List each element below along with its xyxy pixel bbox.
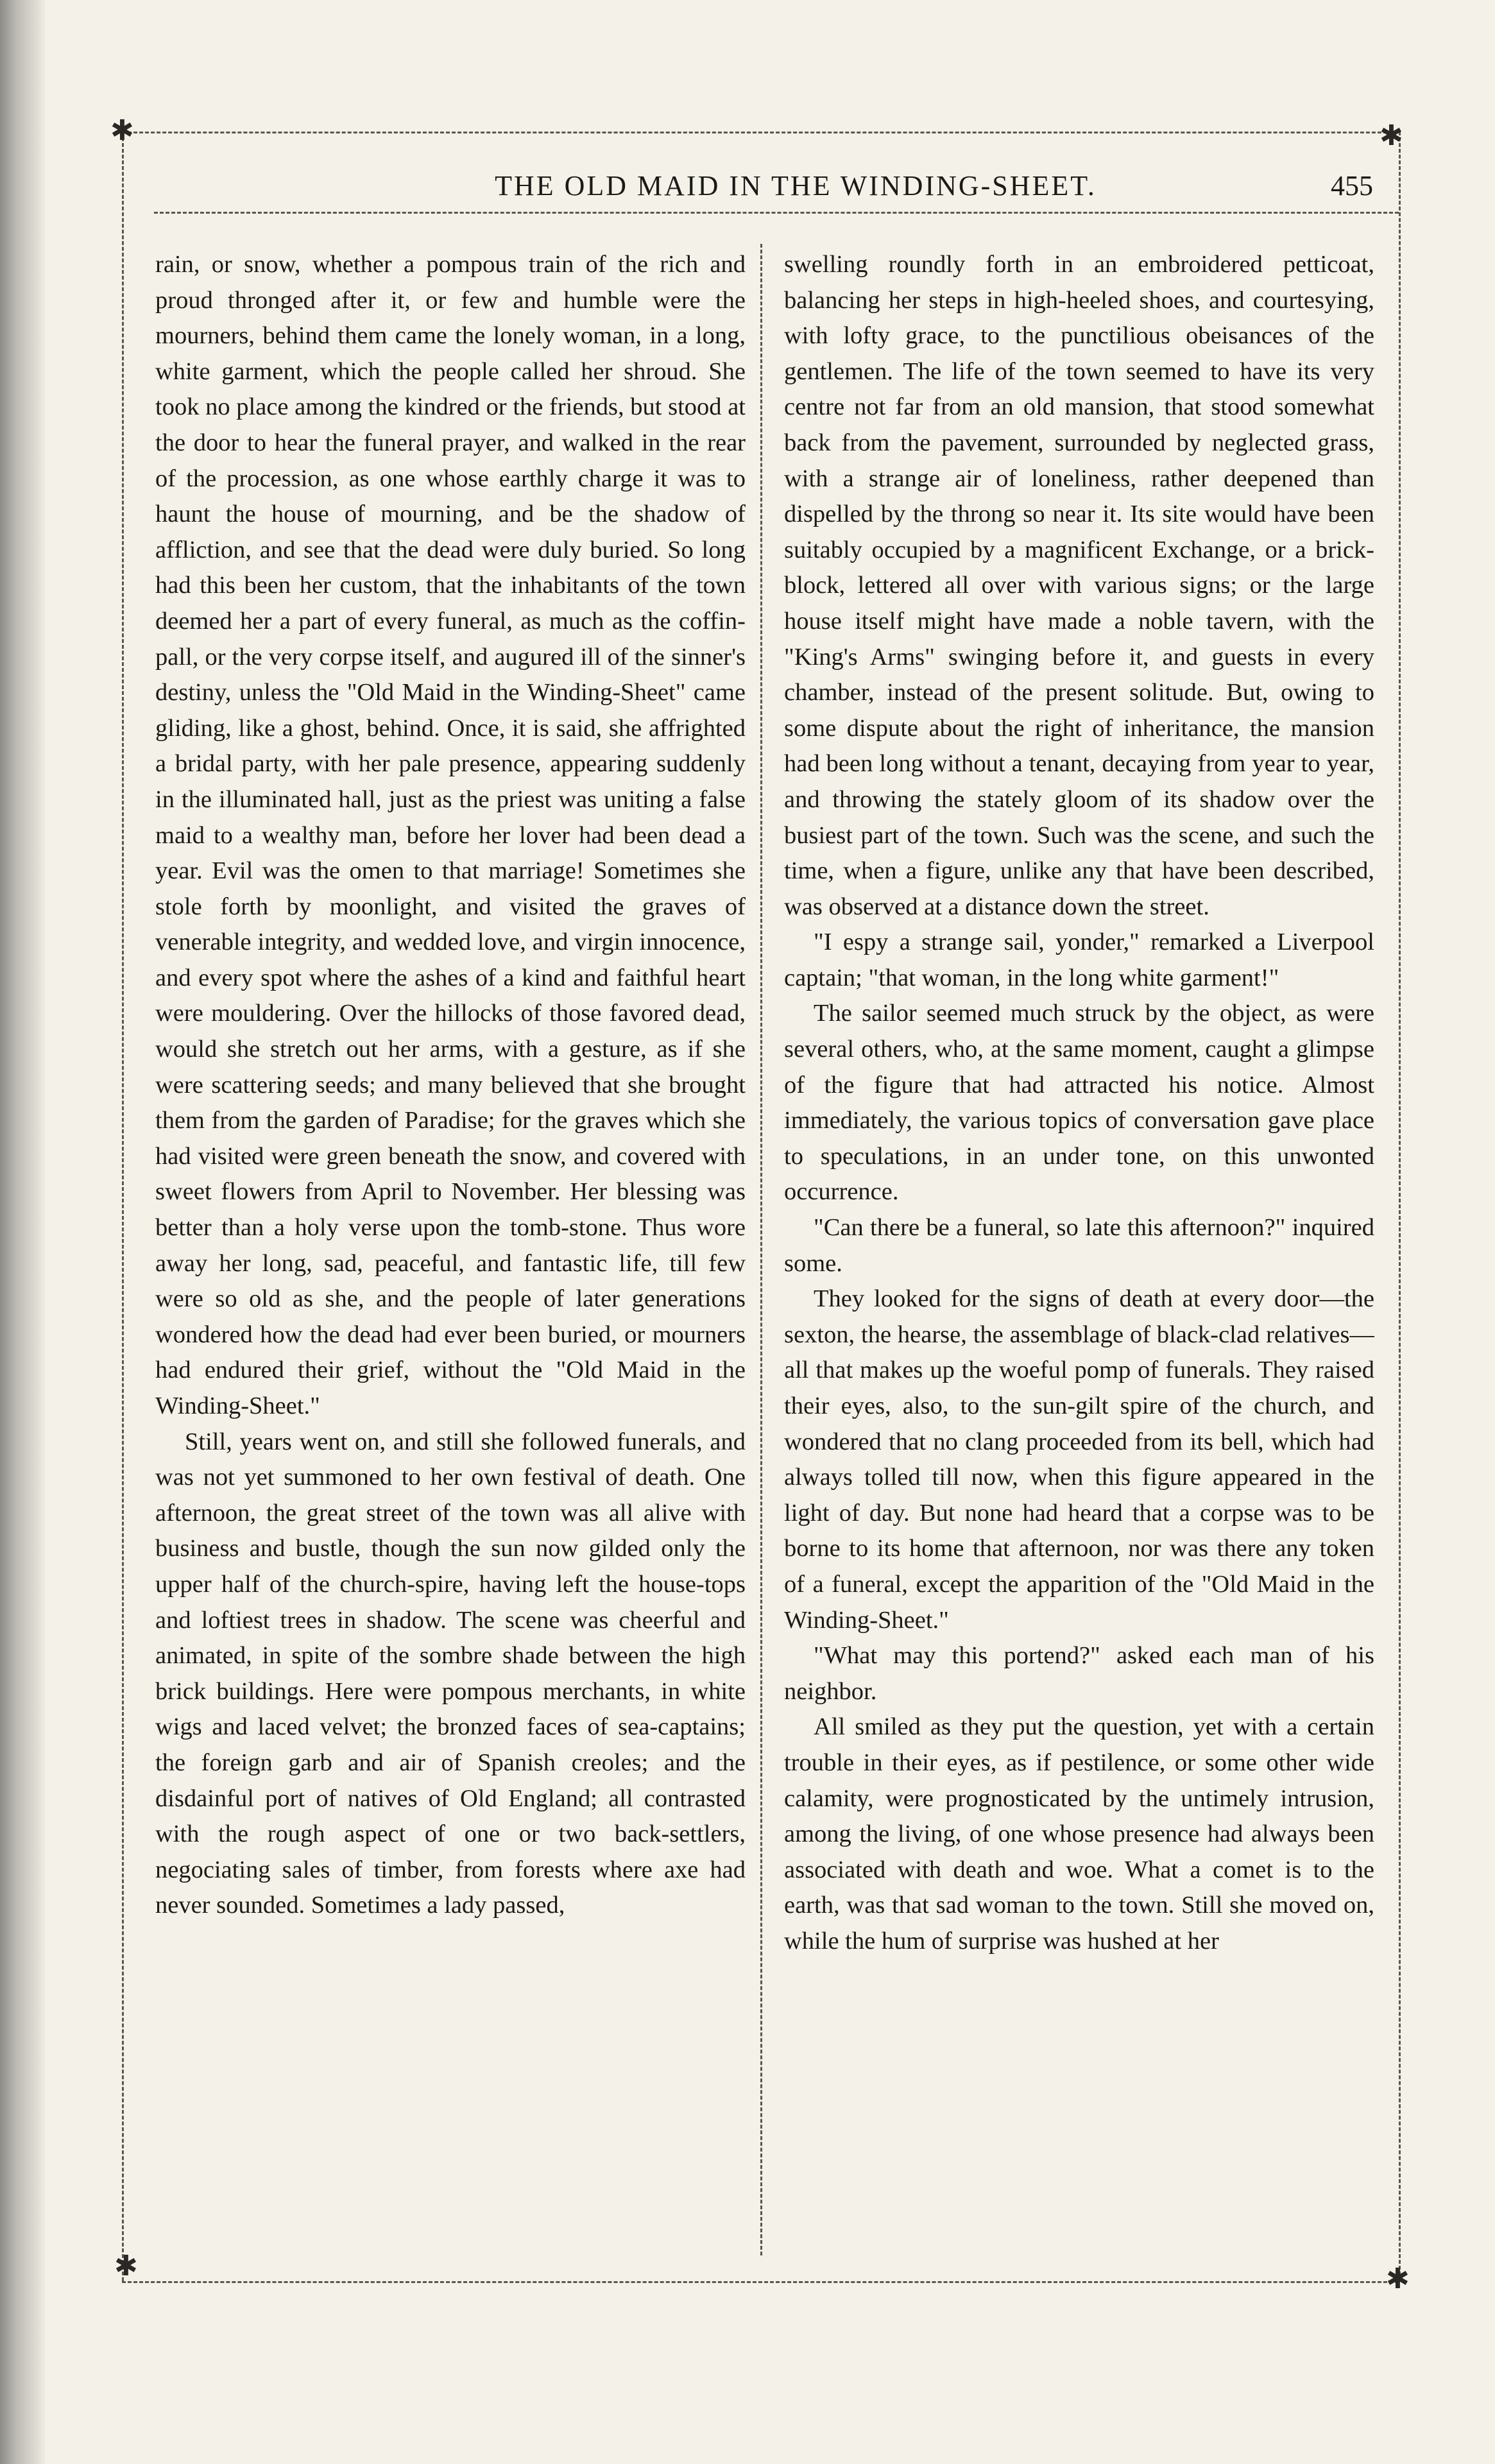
running-title: THE OLD MAID IN THE WINDING-SHEET. — [495, 170, 1097, 201]
paragraph: "Can there be a funeral, so late this afternoon?" inquired some. — [784, 1214, 1374, 1277]
corner-ornament-icon: ✱ — [1380, 120, 1403, 151]
paragraph: "I espy a strange sail, yonder," remarked a Liverpool captain; "that woman, in the long white garment!" — [784, 928, 1374, 991]
page-number: 455 — [1331, 170, 1373, 201]
paragraph: "What may this portend?" asked each man of his neighbor. — [784, 1642, 1374, 1705]
paragraph: All smiled as they put the question, yet with a certain trouble in their eyes, as if pestilence, or some other wide calamity, were prognosticated by the untimely intrusion, among the living, of one whose presence had always been associated with death and woe. What a comet is to the earth, was that sad woman to the town. Still she moved on, while the hum of surprise was hushed at her — [784, 1713, 1374, 1955]
binding-shadow — [0, 0, 45, 2464]
bottom-border-rule — [122, 2281, 1399, 2283]
paragraph: Still, years went on, and still she followed funerals, and was not yet summoned to her own festival of death. One afternoon, the great street of the town was all alive with business and bustle, though the sun now gilded only the upper half of the church-spire, having left the house-tops and loftiest trees in shadow. The scene was cheerful and animated, in spite of the sombre shade between the high brick buildings. Here were pompous merchants, in white wigs and laced velvet; the bronzed faces of sea-captains; the foreign garb and air of Spanish creoles; and the disdainful port of natives of Old England; all contrasted with the rough aspect of one or two back-settlers, negociating sales of timber, from forests where axe had never sounded. Sometimes a lady passed, — [155, 1428, 746, 1919]
corner-ornament-icon: ✱ — [110, 115, 134, 146]
corner-ornament-icon: ✱ — [1386, 2263, 1410, 2295]
left-text-column — [155, 247, 746, 2262]
paragraph: They looked for the signs of death at every door—the sexton, the hearse, the assemblage of black-clad relatives—all that makes up the woeful pomp of funerals. They raised their eyes, also, to the sun-gilt spire of the church, and wondered that no clang proceeded from its bell, which had always tolled till now, when this figure appeared in the light of day. But none had heard that a corpse was to be borne to its home that afternoon, nor was there any token of a funeral, except the apparition of the "Old Maid in the Winding-Sheet." — [784, 1285, 1374, 1634]
column-divider — [760, 244, 762, 2255]
paragraph: rain, or snow, whether a pompous train of the rich and proud thronged after it, or few and humble were the mourners, behind them came the lonely woman, in a long, white garment, which the people called her shroud. She took no place among the kindred or the friends, but stood at the door to hear the funeral prayer, and walked in the rear of the procession, as one whose earthly charge it was to haunt the house of mourning, and be the shadow of affliction, and see that the dead were duly buried. So long had this been her custom, that the inhabitants of the town deemed her a part of every funeral, as much as the coffin-pall, or the very corpse itself, and augured ill of the sinner's destiny, unless the "Old Maid in the Winding-Sheet" came gliding, like a ghost, behind. Once, it is said, she affrighted a bridal party, with her pale presence, appearing suddenly in the illuminated hall, just as the priest was uniting a false maid to a wealthy man, before her lover had been dead a year. Evil was the omen to that marriage! Sometimes she stole forth by moonlight, and visited the graves of venerable integrity, and wedded love, and virgin innocence, and every spot where the ashes of a kind and faithful heart were mouldering. Over the hillocks of those favored dead, would she stretch out her arms, with a gesture, as if she were scattering seeds; and many believed that she brought them from the garden of Paradise; for the graves which she had visited were green beneath the snow, and covered with sweet flowers from April to November. Her blessing was better than a holy verse upon the tomb-stone. Thus wore away her long, sad, peaceful, and fantastic life, till few were so old as she, and the people of later generations wondered how the dead had ever been buried, or mourners had endured their grief, without the "Old Maid in the Winding-Sheet." — [155, 251, 746, 1419]
paragraph: The sailor seemed much struck by the object, as were several others, who, at the same moment, caught a glimpse of the figure that had attracted his notice. Almost immediately, the various topics of conversation gave place to speculations, in an under tone, on this unwonted occurrence. — [784, 1000, 1374, 1206]
header-underline-rule — [154, 212, 1399, 214]
right-text-column — [784, 247, 1374, 2262]
left-border-rule — [122, 132, 124, 2281]
right-border-rule — [1399, 132, 1401, 2281]
corner-ornament-icon: ✱ — [114, 2250, 138, 2282]
top-border-rule — [122, 132, 1399, 133]
running-header — [192, 164, 1399, 209]
paragraph: swelling roundly forth in an embroidered petticoat, balancing her steps in high-heeled shoes, and courtesying, with lofty grace, to the punctilious obeisances of the gentlemen. The life of the town seemed to have its very centre not far from an old mansion, that stood somewhat back from the pavement, surrounded by neglected grass, with a strange air of loneliness, rather deepened than dispelled by the throng so near it. Its site would have been suitably occupied by a magnificent Exchange, or a brick-block, lettered all over with various signs; or the large house itself might have made a noble tavern, with the "King's Arms" swinging before it, and guests in every chamber, instead of the present solitude. But, owing to some dispute about the right of inheritance, the mansion had been long without a tenant, decaying from year to year, and throwing the stately gloom of its shadow over the busiest part of the town. Such was the scene, and such the time, when a figure, unlike any that have been described, was observed at a distance down the street. — [784, 251, 1374, 920]
